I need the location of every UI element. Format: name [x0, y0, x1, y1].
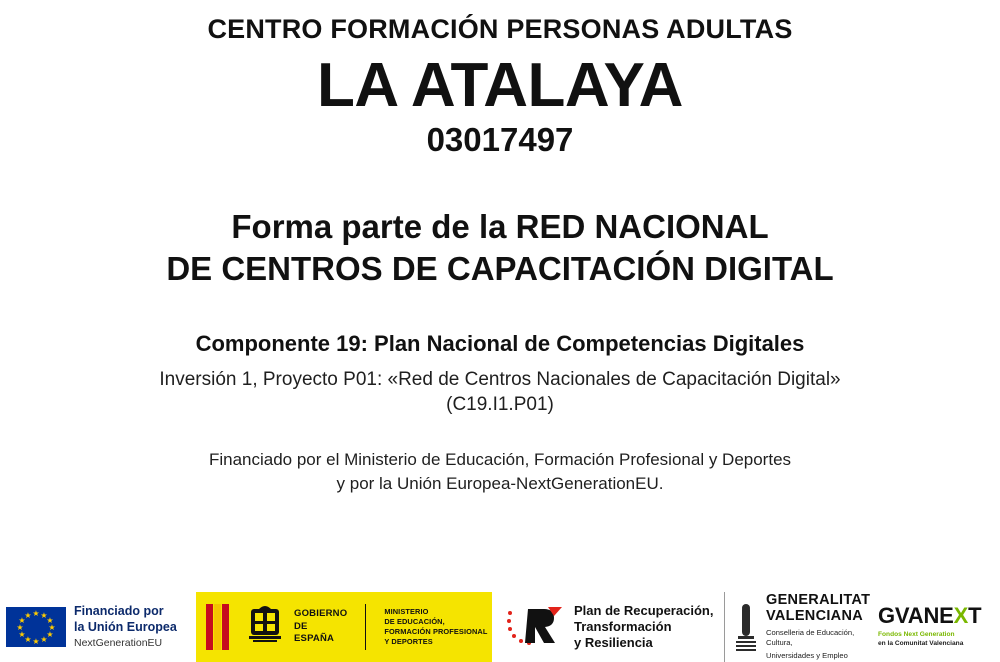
- gva-next-subtext: [878, 631, 963, 648]
- generalitat-emblem-icon: [733, 602, 759, 652]
- component-line: Componente 19: Plan Nacional de Competencias Digitales: [195, 331, 805, 357]
- gvanext-word-3: T: [968, 603, 982, 629]
- funding-line-1: Financiado por el Ministerio de Educación, Formación Profesional y Deportes: [208, 450, 792, 470]
- generalitat-valenciana-logo: [724, 592, 874, 662]
- gvanext-sub-line-1: Fondos Next Generation: [878, 631, 955, 639]
- gvanext-word-1: GVA: [878, 603, 924, 629]
- eu-flag-icon: ★ ★ ★ ★ ★ ★ ★ ★ ★ ★ ★ ★: [6, 607, 66, 647]
- gvanext-word-2: NE: [923, 603, 954, 629]
- gvanext-sub-line-2: en la Comunitat Valenciana: [878, 640, 964, 647]
- ministry-label-line-3: Y DEPORTES: [384, 636, 433, 646]
- footer-logo-strip: [0, 592, 1000, 662]
- generalitat-sub-line-2: Universidades y Empleo: [766, 650, 848, 660]
- gobierno-divider: [365, 604, 366, 650]
- center-name-title: LA ATALAYA: [317, 51, 683, 121]
- plan-recovery-text: [574, 603, 713, 652]
- gobierno-de-espana-logo: [196, 592, 492, 662]
- funding-line-2: y por la Unión Europea-NextGenerationEU.: [336, 473, 664, 493]
- gva-next-wordmark: [878, 605, 981, 627]
- investment-line-2: (C19.I1.P01): [446, 394, 554, 416]
- eu-line-2: la Unión Europea: [74, 619, 177, 634]
- investment-block: [20, 367, 980, 418]
- center-code: 03017497: [426, 121, 574, 159]
- gvanext-arrow-x: X: [953, 603, 969, 629]
- spain-coat-of-arms-icon: [245, 603, 285, 651]
- gobierno-label: [294, 608, 347, 645]
- network-statement: [20, 206, 980, 290]
- gva-next-logo: [874, 592, 1000, 662]
- ministry-label-line-1: MINISTERIO: [384, 607, 429, 617]
- eu-funding-logo: [0, 592, 196, 662]
- funding-block: [20, 448, 980, 496]
- eu-line-1: Financiado por: [74, 604, 164, 619]
- plan-line-3: y Resiliencia: [574, 635, 653, 651]
- eu-funding-text: [74, 604, 177, 649]
- plan-de-recuperacion-logo: [492, 592, 724, 662]
- plan-line-1: Plan de Recuperación,: [574, 602, 714, 618]
- network-statement-line-1: Forma parte de la RED NACIONAL: [231, 207, 769, 245]
- spain-flag-icon: [206, 604, 236, 650]
- investment-line-1: Inversión 1, Proyecto P01: «Red de Centros Nacionales de Capacitación Digital»: [159, 368, 841, 390]
- generalitat-sub-line-1: Conselleria de Educación, Cultura,: [766, 628, 855, 647]
- eu-line-3: NextGenerationEU: [74, 636, 163, 649]
- gobierno-label-line-1: GOBIERNO: [294, 608, 348, 620]
- generalitat-text: [766, 593, 874, 660]
- generalitat-line-1: GENERALITAT: [766, 592, 871, 609]
- ministry-label-line-2: DE EDUCACIÓN, FORMACIÓN PROFESIONAL: [384, 617, 488, 636]
- center-type-heading: CENTRO FORMACIÓN PERSONAS ADULTAS: [207, 14, 793, 44]
- network-statement-line-2: DE CENTROS DE CAPACITACIÓN DIGITAL: [166, 249, 834, 287]
- generalitat-line-2: VALENCIANA: [766, 608, 863, 625]
- ministry-label: [384, 607, 492, 647]
- gobierno-label-line-2: DE ESPAÑA: [294, 620, 335, 645]
- plan-line-2: Transformación: [574, 618, 672, 634]
- plan-recovery-mark-icon: [504, 603, 566, 651]
